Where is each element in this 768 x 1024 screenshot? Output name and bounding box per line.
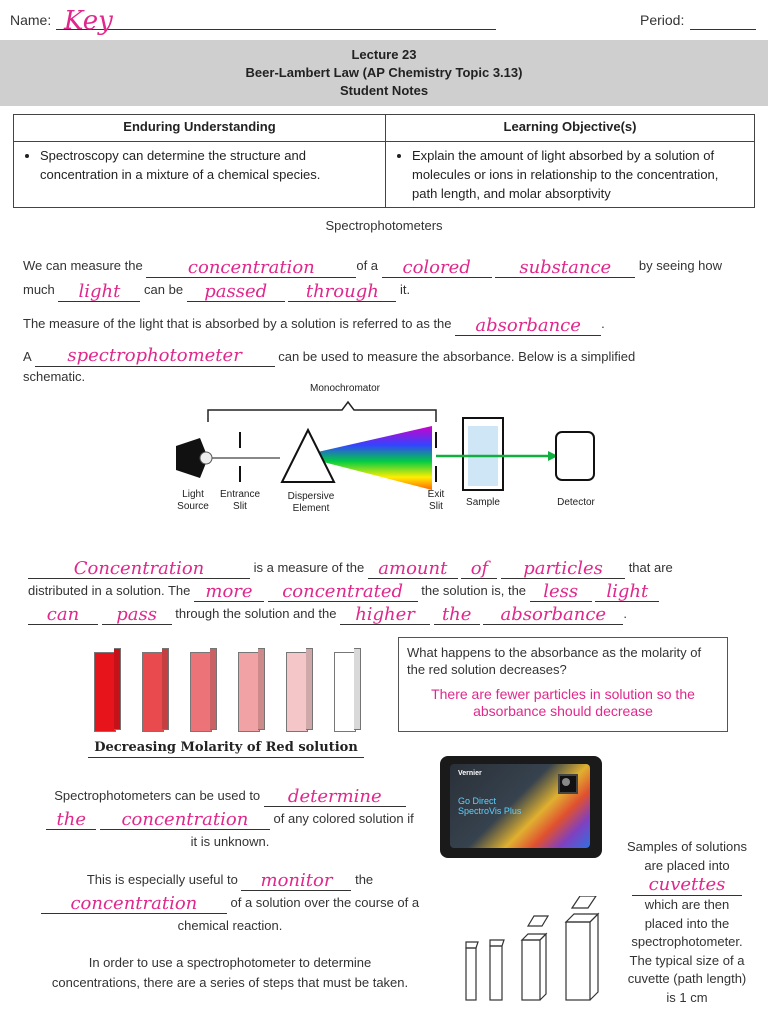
- p4-blank-12: [434, 604, 480, 625]
- p2-answer-1: absorbance: [475, 315, 581, 336]
- cuvette-text-3: which are then: [644, 897, 730, 912]
- p6-blank-2: [41, 893, 227, 914]
- sample-label: Sample: [466, 497, 500, 508]
- p1-answer-3: substance: [519, 257, 612, 278]
- p5-answer-1: determine: [287, 786, 382, 807]
- p3-text-2: can be used to measure the absorbance. Below is a simplified: [278, 349, 636, 364]
- p1-blank-5: [187, 281, 285, 302]
- cuvette-answer: cuvettes: [648, 874, 726, 895]
- name-value: Key: [64, 6, 113, 36]
- period-label: Period:: [640, 12, 685, 28]
- p1-blank-2: [382, 257, 492, 278]
- page-title: Beer-Lambert Law (AP Chemistry Topic 3.13): [245, 65, 523, 80]
- lecture-number: Lecture 23: [351, 47, 417, 62]
- p4-text-1: is a measure of the: [253, 560, 365, 575]
- p6-text-1: This is especially useful to: [86, 872, 238, 887]
- p7-text-1: In order to use a spectrophotometer to determine: [88, 955, 372, 970]
- p5-answer-2: the: [56, 809, 86, 830]
- p7-text-2: concentrations, there are a series of steps that must be taken.: [51, 975, 409, 990]
- p4-blank-13: [483, 604, 623, 625]
- p6-answer-2: concentration: [70, 893, 198, 914]
- name-label: Name:: [10, 12, 52, 28]
- cuvette-text-7: cuvette (path length): [627, 971, 747, 986]
- p4-answer-13: absorbance: [500, 604, 607, 625]
- p3-text-1: A: [23, 349, 31, 364]
- device-model: Go Direct SpectroVis Plus: [458, 796, 522, 816]
- p3-answer-1: spectrophotometer: [67, 345, 242, 366]
- paragraph-steps: [20, 953, 440, 993]
- p1-answer-1: concentration: [187, 257, 315, 278]
- p4-text-6: .: [623, 606, 627, 621]
- p4-answer-5: more: [205, 581, 253, 602]
- p5-text-3: it is unknown.: [190, 834, 270, 849]
- p4-text-2: that are: [628, 560, 673, 575]
- p4-answer-7: less: [543, 581, 579, 602]
- p1-text-3: by seeing how: [638, 258, 723, 273]
- p3-blank-1: [35, 346, 275, 367]
- p4-blank-3: [461, 558, 497, 579]
- p4-answer-12: the: [441, 604, 472, 625]
- period-line: [690, 29, 756, 30]
- p4-blank-2: [368, 558, 458, 579]
- p1-answer-2: colored: [402, 257, 471, 278]
- dispersive-element-label: Dispersive Element: [287, 491, 335, 514]
- p1-text-2: of a: [356, 258, 379, 273]
- cuvette-text-5: spectrophotometer.: [631, 934, 743, 949]
- p6-text-2: the: [355, 872, 374, 887]
- p4-blank-6: [268, 581, 418, 602]
- solution-bar: [238, 652, 260, 732]
- p4-text-4: the solution is, the: [421, 583, 527, 598]
- p1-blank-6: [288, 281, 396, 302]
- question-box: [398, 637, 728, 732]
- cuvette-note: [612, 838, 762, 1007]
- p4-blank-5: [194, 581, 264, 602]
- paragraph-determine: [30, 784, 430, 853]
- solution-bar: [334, 652, 356, 732]
- exit-slit-label: Exit Slit: [427, 489, 445, 512]
- detector-label: Detector: [557, 497, 595, 508]
- name-line: [56, 29, 496, 30]
- p6-answer-1: monitor: [260, 870, 333, 891]
- p4-answer-8: light: [606, 581, 649, 602]
- p4-blank-4: [501, 558, 625, 579]
- p1-answer-5: passed: [204, 281, 268, 302]
- cuvette-text-4: placed into the: [644, 915, 730, 931]
- cuvettes-illustration: [462, 896, 622, 1004]
- cuvette-blank: [632, 875, 742, 896]
- p2-text-2: .: [601, 316, 605, 331]
- p4-answer-9: can: [46, 604, 80, 625]
- p4-blank-1: [28, 558, 250, 579]
- p1-text-6: it.: [399, 282, 411, 297]
- p4-answer-2: amount: [378, 558, 448, 579]
- solution-bar: [94, 652, 116, 732]
- p4-blank-11: [340, 604, 430, 625]
- cuvette-text-6: The typical size of a: [629, 952, 745, 968]
- p4-blank-10: [102, 604, 172, 625]
- p1-text-1: We can measure the: [23, 258, 143, 273]
- p2-text-1: The measure of the light that is absorbed by a solution is referred to as the: [23, 316, 452, 331]
- objectives-text: • Explain the amount of light absorbed by a solution of molecules or ions in relationship to the concentration, path length, and molar absorptivity: [412, 146, 746, 203]
- p1-blank-1: [146, 257, 356, 278]
- solution-bar: [286, 652, 308, 732]
- p1-answer-4: light: [78, 281, 121, 302]
- understanding-cell: [14, 142, 386, 208]
- page-subtitle: Student Notes: [339, 83, 429, 98]
- p4-blank-7: [530, 581, 592, 602]
- p5-blank-1: [264, 786, 406, 807]
- paragraph-measure: [23, 254, 753, 302]
- col-header-objectives: Learning Objective(s): [386, 115, 755, 142]
- molarity-caption: Decreasing Molarity of Red solution: [94, 740, 358, 755]
- p4-blank-9: [28, 604, 98, 625]
- p5-text-2: of any colored solution if: [273, 811, 414, 826]
- solution-bar: [190, 652, 212, 732]
- p4-answer-6: concentrated: [282, 581, 404, 602]
- p1-answer-6: through: [305, 281, 379, 302]
- detector-icon: [556, 432, 594, 480]
- p1-text-5: can be: [144, 282, 184, 297]
- question-text: What happens to the absorbance as the molarity of the red solution decreases?: [407, 645, 702, 677]
- section-title: Spectrophotometers: [325, 218, 443, 233]
- objectives-cell: [386, 142, 755, 208]
- p2-blank-1: [455, 315, 601, 336]
- cuvette-text-1: Samples of solutions: [627, 839, 747, 854]
- monochromator-label: Monochromator: [309, 383, 381, 394]
- monochromator-bracket: [208, 402, 436, 422]
- p1-blank-4: [58, 281, 140, 302]
- p4-text-5: through the solution and the: [175, 606, 337, 621]
- cuvette-text-8: is 1 cm: [666, 989, 708, 1005]
- cuvette-text-2: are placed into: [644, 857, 730, 873]
- spectrovis-device: [440, 756, 602, 858]
- p4-text-3: distributed in a solution. The: [28, 583, 191, 598]
- p5-blank-3: [100, 809, 270, 830]
- paragraph-monitor: [30, 868, 430, 937]
- p6-blank-1: [241, 870, 351, 891]
- objectives-table: [13, 114, 755, 208]
- paragraph-absorbance: [23, 312, 753, 336]
- p4-answer-10: pass: [116, 604, 157, 625]
- p6-text-4: chemical reaction.: [177, 918, 283, 933]
- solution-bar: [142, 652, 164, 732]
- p5-answer-3: concentration: [121, 809, 249, 830]
- p5-blank-2: [46, 809, 96, 830]
- paragraph-concentration: [28, 556, 748, 625]
- device-brand: Vernier: [458, 770, 482, 777]
- p4-answer-4: particles: [523, 558, 603, 579]
- p4-answer-1: Concentration: [73, 558, 205, 579]
- col-header-understanding: Enduring Understanding: [14, 115, 386, 142]
- understanding-text: • Spectroscopy can determine the structure and concentration in a mixture of a chemical species.: [40, 146, 377, 184]
- p5-text-1: Spectrophotometers can be used to: [54, 788, 261, 803]
- p6-text-3: of a solution over the course of a: [230, 895, 420, 910]
- p4-answer-3: of: [470, 558, 489, 579]
- p4-blank-8: [595, 581, 659, 602]
- p4-answer-11: higher: [355, 604, 415, 625]
- p1-text-4: much: [23, 282, 55, 297]
- p3-text-3: schematic.: [23, 369, 86, 384]
- title-band: [0, 40, 768, 106]
- entrance-slit-label: Entrance Slit: [219, 489, 261, 512]
- question-answer: There are fewer particles in solution so the absorbance should decrease: [431, 686, 695, 719]
- p1-blank-3: [495, 257, 635, 278]
- light-source-label: Light Source: [177, 489, 209, 512]
